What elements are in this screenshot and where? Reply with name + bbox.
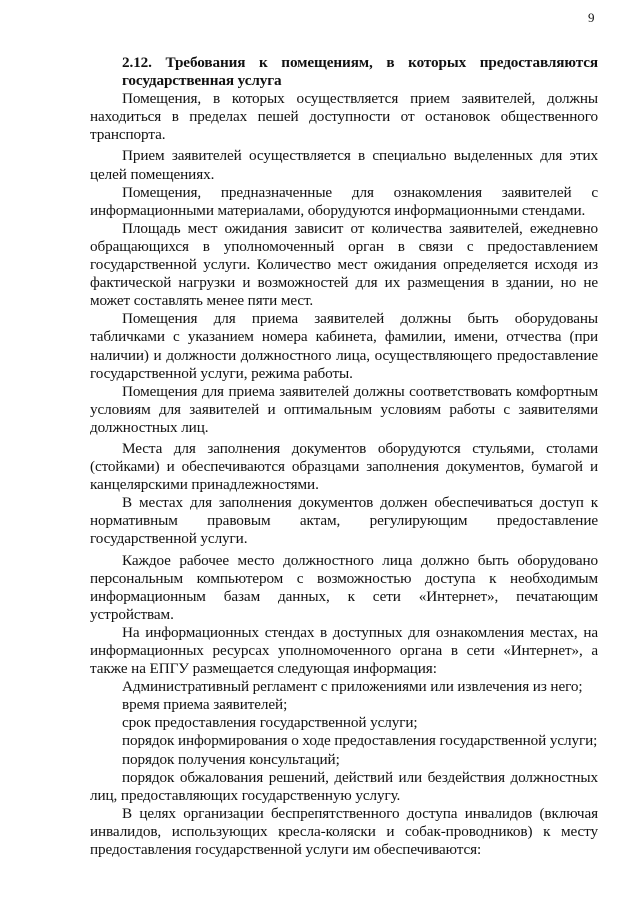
document-body <box>90 54 598 859</box>
paragraph-reception-rooms: Прием заявителей осуществляется в специально выделенных для этих целей помещениях. <box>90 147 598 183</box>
paragraph-published-information: На информационных стендах в доступных для ознакомления местах, на информационных ресурсах уполномоченного органа в сети «Интернет», а также на ЕПГУ размещается следующая информация: <box>90 623 598 678</box>
page-number: 9 <box>588 10 595 25</box>
list-item-service-term: срок предоставления государственной услуги; <box>122 714 418 732</box>
list-item-reception-time: время приема заявителей; <box>122 696 288 714</box>
paragraph-legal-acts-access: В местах для заполнения документов должен обеспечиваться доступ к нормативным правовым актам, регулирующим предоставление государственной услуги. <box>90 494 598 548</box>
section-heading: 2.12. Требования к помещениям, в которых предоставляются государственная услуга <box>122 54 598 90</box>
paragraph-workplace-equipment: Каждое рабочее место должностного лица должно быть оборудовано персональным компьютером с возможностью доступа к необходимым информационным базам данных, к сети «Интернет», печатающим устройствам. <box>90 551 598 623</box>
list-item-consultations: порядок получения консультаций; <box>122 750 340 768</box>
paragraph-comfort-conditions: Помещения для приема заявителей должны соответствовать комфортным условиям для заявителей и оптимальным условиям работы с заявителями должностных лиц. <box>90 382 598 436</box>
paragraph-information-stands: Помещения, предназначенные для ознакомления заявителей с информационными материалами, оборудуются информационными стендами. <box>90 183 598 219</box>
list-item-regulation: Административный регламент с приложениями или извлечения из него; <box>122 678 583 696</box>
list-item-appeal-procedure: порядок обжалования решений, действий или бездействия должностных лиц, предоставляющих государственную услугу. <box>90 768 598 804</box>
paragraph-disabled-access: В целях организации беспрепятственного доступа инвалидов (включая инвалидов, использующих кресла-коляски и собак-проводников) к месту предоставления государственной услуги им обеспечиваются: <box>90 804 598 859</box>
paragraph-document-filling-places: Места для заполнения документов оборудуются стульями, столами (стойками) и обеспечиваются образцами заполнения документов, бумагой и канцелярскими принадлежностями. <box>90 439 598 494</box>
paragraph-waiting-area: Площадь мест ожидания зависит от количества заявителей, ежедневно обращающихся в уполномоченный орган в связи с предоставлением государственной услуги. Количество мест ожидания определяется исходя из фактической нагрузки и возможностей для их размещения в здании, но не может составлять менее пяти мест. <box>90 219 598 310</box>
list-item-progress-informing: порядок информирования о ходе предоставления государственной услуги; <box>122 732 598 750</box>
paragraph-office-signs: Помещения для приема заявителей должны быть оборудованы табличками с указанием номера кабинета, фамилии, имени, отчества (при наличии) и должности должностного лица, осуществляющего предоставление государственной услуги, режима работы. <box>90 310 598 382</box>
paragraph-premises-location: Помещения, в которых осуществляется прием заявителей, должны находиться в пределах пешей доступности от остановок общественного транспорта. <box>90 90 598 144</box>
